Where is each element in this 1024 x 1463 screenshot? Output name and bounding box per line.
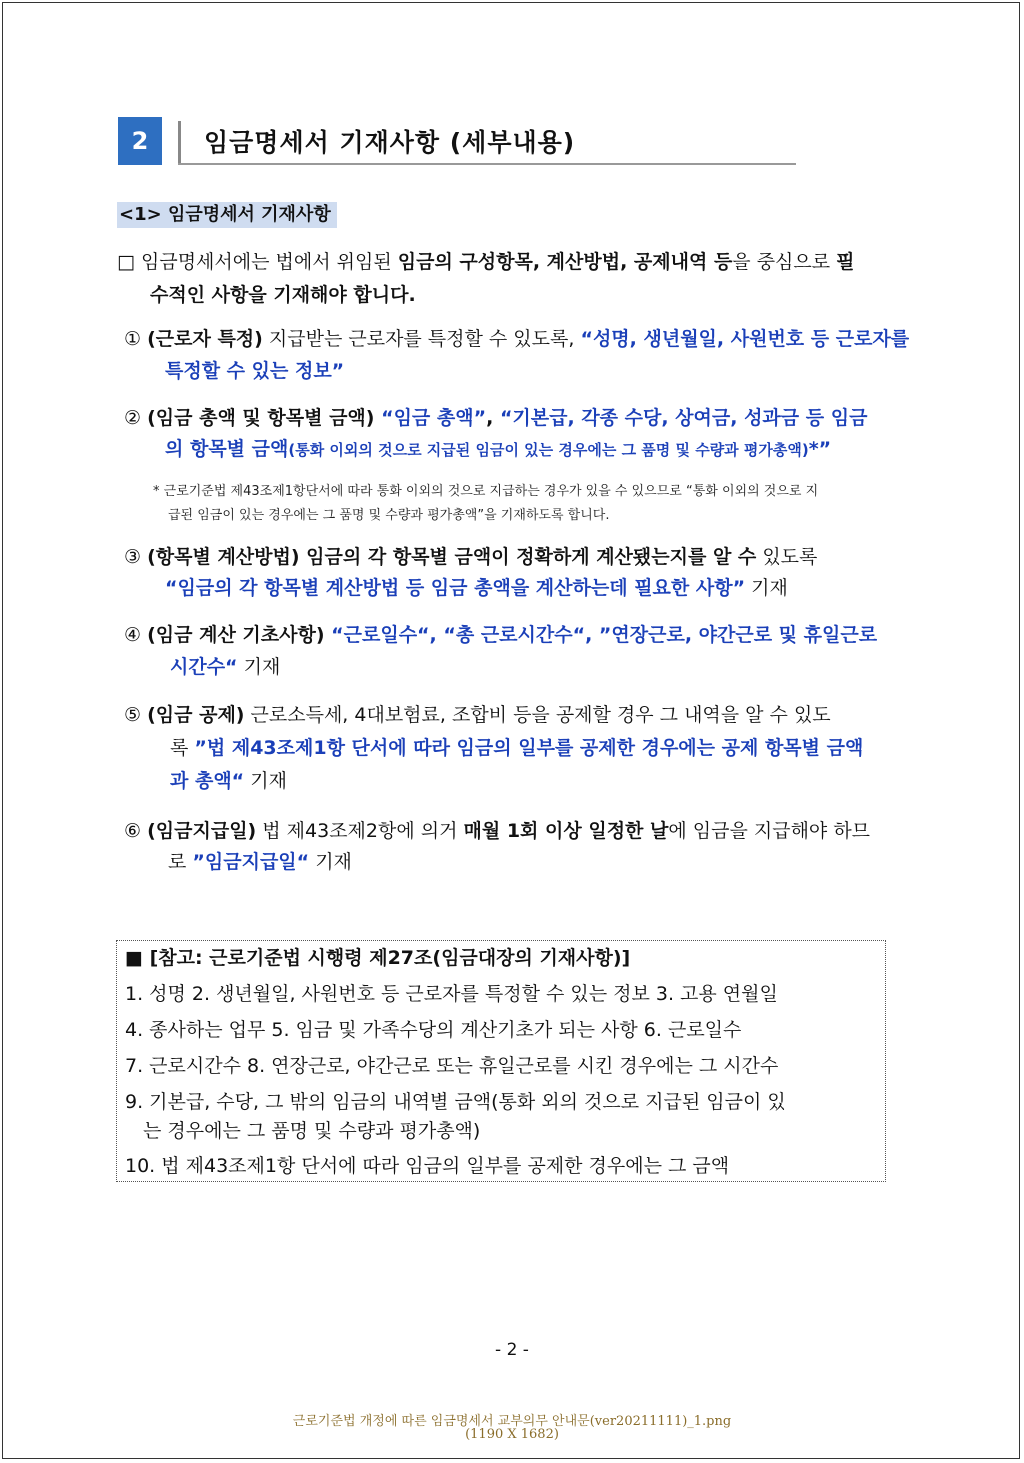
item-5-text-3: 기재 — [244, 770, 287, 792]
item-3-head: (항목별 계산방법) — [147, 546, 300, 568]
intro-bold-1: 임금의 구성항목, 계산방법, 공제내역 등 — [397, 251, 733, 273]
file-caption-name: 근로기준법 개정에 따른 임금명세서 교부의무 안내문(ver20211111)_1.png — [292, 1414, 732, 1429]
reference-title: ■ [참고: 근로기준법 시행령 제27조(임금대장의 기재사항)] — [125, 947, 631, 969]
item-6-line-1 — [124, 815, 914, 847]
item-1-blue-2: 특정할 수 있는 정보” — [165, 360, 345, 382]
intro-bold-2: 필 — [836, 251, 855, 273]
section-underline — [178, 163, 796, 165]
item-2-head: (임금 총액 및 항목별 금액) — [147, 407, 375, 429]
subheading: <1> 임금명세서 기재사항 — [117, 202, 337, 228]
reference-box — [116, 940, 886, 1182]
item-2-blue-b: “기본급, 각종 수당, 상여금, 성과금 등 임금 — [499, 407, 868, 429]
bullet-square: □ — [117, 251, 135, 273]
reference-line-4: 9. 기본급, 수당, 그 밖의 임금의 내역별 금액(통화 외의 것으로 지급된 임금이 있 — [125, 1091, 786, 1113]
item-5-line-2 — [170, 732, 863, 764]
item-5-blue-2: 과 총액“ — [170, 770, 245, 792]
section-title: 임금명세서 기재사항 (세부내용) — [204, 128, 576, 157]
item-6-line-2 — [168, 846, 352, 878]
reference-line-3: 7. 근로시간수 8. 연장근로, 야간근로 또는 휴일근로를 시킨 경우에는 그 시간수 — [125, 1055, 779, 1077]
reference-line-2: 4. 종사하는 업무 5. 임금 및 가족수당의 계산기초가 되는 사항 6. 근로일수 — [125, 1019, 742, 1041]
item-1-head: (근로자 특정) — [147, 328, 263, 350]
item-6-head: (임금지급일) — [147, 820, 257, 842]
item-1-line-1 — [124, 323, 914, 355]
reference-line-6: 10. 법 제43조제1항 단서에 따라 임금의 일부를 공제한 경우에는 그 금액 — [125, 1155, 730, 1177]
item-3-line-1 — [124, 541, 914, 573]
intro-text-1: 임금명세서에는 법에서 위임된 — [141, 251, 398, 273]
item-1-text: 지급받는 근로자를 특정할 수 있도록, — [262, 328, 581, 350]
item-4-marker: ④ — [124, 624, 142, 646]
item-4-head: (임금 계산 기초사항) — [147, 624, 325, 646]
item-6-text-4: 기재 — [309, 851, 352, 873]
item-5-text: 근로소득세, 4대보험료, 조합비 등을 공제할 경우 그 내역을 알 수 있도 — [244, 704, 831, 726]
item-5-marker: ⑤ — [124, 704, 142, 726]
item-6-blue: ”임금지급일“ — [192, 851, 310, 873]
footnote-line-1: * 근로기준법 제43조제1항단서에 따라 통화 이외의 것으로 지급하는 경우가 있을 수 있으므로 “통화 이외의 것으로 지 — [153, 484, 819, 499]
item-4-text: 기재 — [237, 656, 281, 678]
item-5-blue-1: ”법 제43조제1항 단서에 따라 임금의 일부를 공제한 경우에는 공제 항목별 금액 — [194, 737, 864, 759]
item-5-text-2: 록 — [170, 737, 195, 759]
item-2-blue-2: 의 항목별 금액 — [165, 438, 289, 460]
reference-line-5: 는 경우에는 그 품명 및 수량과 평가총액) — [143, 1120, 481, 1142]
item-4-blue-1: “근로일수“, “총 근로시간수“, ”연장근로, 야간근로 및 휴일근로 — [324, 624, 878, 646]
item-1-blue-1: “성명, 생년월일, 사원번호 등 근로자를 — [580, 328, 910, 350]
item-6-bold: 매월 1회 이상 일정한 날 — [463, 820, 669, 842]
item-3-blue: “임금의 각 항목별 계산방법 등 임금 총액을 계산하는데 필요한 사항” — [165, 577, 746, 599]
section-number-badge: 2 — [118, 117, 162, 165]
item-2-line-1 — [124, 402, 914, 434]
file-caption-size: (1190 X 1682) — [465, 1427, 559, 1442]
section-divider-bar — [178, 121, 181, 165]
intro-bold-3: 수적인 사항을 기재해야 합니다. — [150, 284, 416, 306]
item-2-line-2 — [165, 433, 831, 466]
item-2-blue-a: “임금 총액” — [374, 407, 487, 429]
item-4-line-1 — [124, 619, 914, 651]
item-5-line-3 — [170, 765, 287, 797]
item-1-marker: ① — [124, 328, 142, 350]
item-6-text-3: 로 — [168, 851, 193, 873]
item-5-line-1 — [124, 699, 914, 731]
item-2-marker: ② — [124, 407, 142, 429]
item-6-text-2: 에 임금을 지급해야 하므 — [668, 820, 871, 842]
item-5-head: (임금 공제) — [147, 704, 245, 726]
section-header — [118, 117, 796, 165]
item-4-line-2 — [170, 651, 280, 683]
item-2-comma: , — [486, 407, 500, 429]
item-2-small: (통화 이외의 것으로 지급된 임금이 있는 경우에는 그 품명 및 수량과 평가총액) — [288, 441, 809, 459]
intro-text-2: 을 중심으로 — [732, 251, 837, 273]
item-6-marker: ⑥ — [124, 820, 142, 842]
item-3-text: 있도록 — [756, 546, 818, 568]
item-3-text-2: 기재 — [745, 577, 788, 599]
page-number: - 2 - — [495, 1340, 529, 1360]
item-2-end: *” — [808, 438, 832, 460]
item-6-text: 법 제43조제2항에 의거 — [256, 820, 464, 842]
footnote-line-2: 급된 임금이 있는 경우에는 그 품명 및 수량과 평가총액”을 기재하도록 합니다. — [168, 508, 610, 523]
reference-line-1: 1. 성명 2. 생년월일, 사원번호 등 근로자를 특정할 수 있는 정보 3. 고용 연월일 — [125, 983, 778, 1005]
item-4-blue-2: 시간수“ — [170, 656, 238, 678]
item-1-line-2 — [165, 355, 344, 387]
item-3-bold: 임금의 각 항목별 금액이 정확하게 계산됐는지를 알 수 — [299, 546, 757, 568]
intro-line-2 — [150, 279, 416, 311]
intro-line-1 — [117, 246, 907, 278]
item-3-marker: ③ — [124, 546, 142, 568]
item-3-line-2 — [165, 572, 788, 604]
